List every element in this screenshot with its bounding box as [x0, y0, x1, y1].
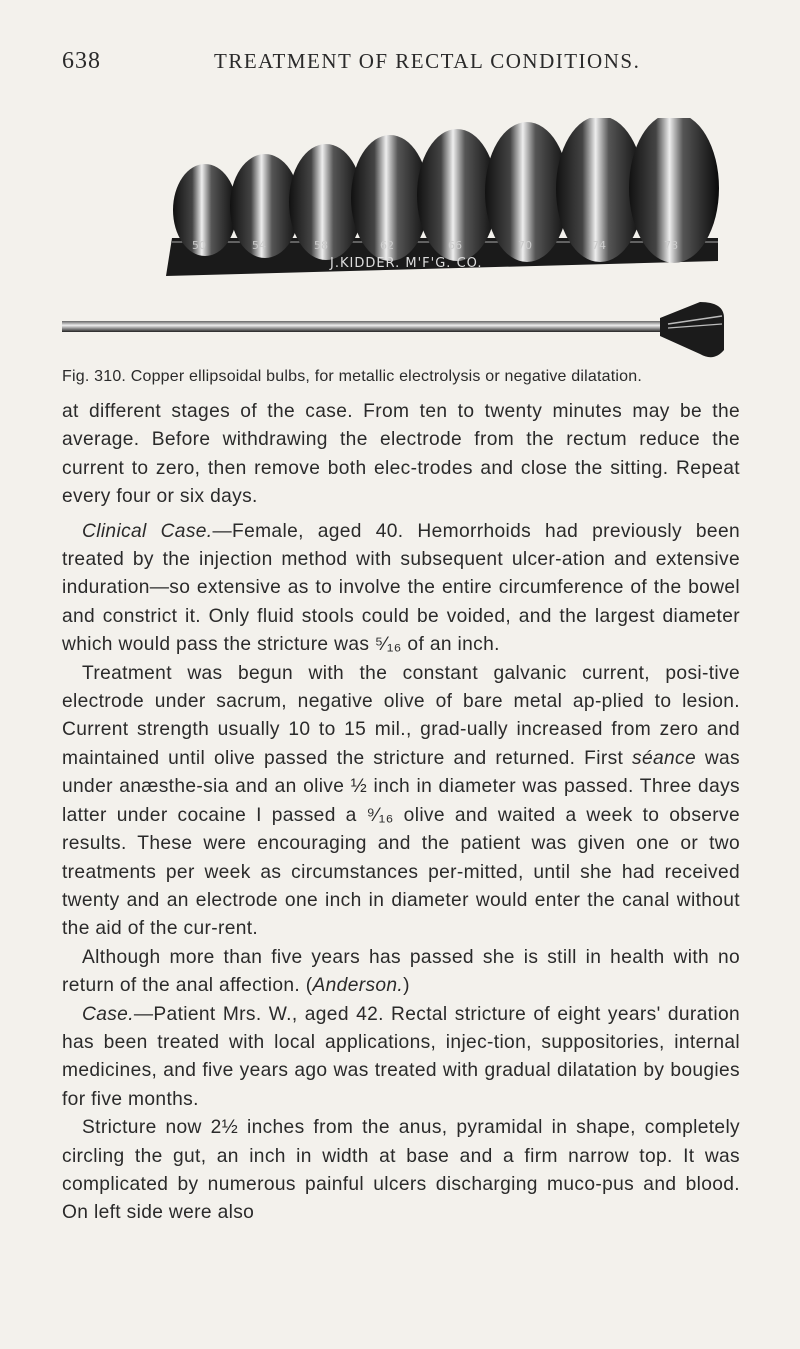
size-label: 66 — [448, 239, 462, 252]
size-label: 50 — [192, 239, 206, 252]
body-text — [62, 398, 740, 1234]
paragraph-text: Although more than five years has passed she is still in health with no return of the anal affection. ( — [62, 946, 740, 997]
electrode-rod — [62, 321, 662, 332]
rod-handle — [660, 302, 724, 357]
paragraph-text: —Female, aged 40. Hemorrhoids had previously been treated by the injection method with subsequent ulcer-ation and extensive induration—so extensive as to involve the entire circumference of the bowel and constrict it. Only fluid stools could be voided, and the largest diameter which would pass the stricture was ⁵⁄₁₆ of an inch. — [62, 520, 740, 656]
caption-text: Copper ellipsoidal bulbs, for metallic electrolysis or negative dilatation. — [130, 368, 642, 385]
running-head: TREATMENT OF RECTAL CONDITIONS. — [214, 49, 641, 73]
paragraph-text: Treatment was begun with the constant galvanic current, posi-tive electrode under sacrum, negative olive of bare metal ap-plied to lesion. Current strength usually 10 to 15 mil., grad-ually increased from zero and maintained until olive passed the stricture and returned. First — [62, 662, 740, 769]
size-label: 58 — [314, 239, 328, 252]
paragraph — [62, 944, 740, 1001]
seance-term: séance — [632, 747, 696, 769]
size-label: 74 — [592, 239, 606, 252]
paragraph-text: —Patient Mrs. W., aged 42. Rectal stricture of eight years' duration has been treated with local applications, injec-tion, suppositories, internal medicines, and five years ago was treated with gradual dilatation by bougies for five months. — [62, 1003, 740, 1110]
page-number: 638 — [62, 48, 101, 74]
paragraph — [62, 660, 740, 944]
caption-label: Fig. 310. — [62, 368, 127, 385]
paragraph-text: was under anæsthe-sia and an olive ½ inch in diameter was passed. Three days latter under cocaine I passed a ⁹⁄₁₆ olive and waited a week to observe results. These were encouraging and the patient was given one or two treatments per week as circumstances per-mitted, until she had received twenty and an electrode one inch in diameter would enter the canal without the aid of the cur-rent. — [62, 747, 740, 940]
figure-caption — [62, 368, 762, 386]
size-label: 78 — [664, 239, 678, 252]
paragraph: at different stages of the case. From ten to twenty minutes may be the average. Before withdrawing the electrode from the rectum reduce the current to zero, then remove both elec-trodes and close the sitting. Repeat every four or six days. — [62, 401, 740, 508]
size-label: 54 — [252, 239, 266, 252]
size-label: 62 — [380, 239, 394, 252]
author-citation: Anderson. — [312, 975, 404, 997]
maker-stamp: J.KIDDER. M'F'G. CO. — [330, 256, 483, 271]
paragraph-clinical-case — [62, 518, 740, 660]
paragraph: Stricture now 2½ inches from the anus, pyramidal in shape, completely circling the gut, an inch in width at base and a firm narrow top. It was complicated by numerous painful ulcers discharging muco-pus and blood. On left side were also — [62, 1117, 740, 1224]
figure-electrolysis-bulbs — [0, 118, 800, 368]
case-heading: Case. — [82, 1003, 134, 1025]
case-heading: Clinical Case. — [82, 520, 213, 542]
bulbs-illustration — [0, 118, 800, 368]
paragraph-case — [62, 1001, 740, 1115]
paragraph-text: ) — [403, 975, 410, 997]
size-label: 70 — [518, 239, 532, 252]
